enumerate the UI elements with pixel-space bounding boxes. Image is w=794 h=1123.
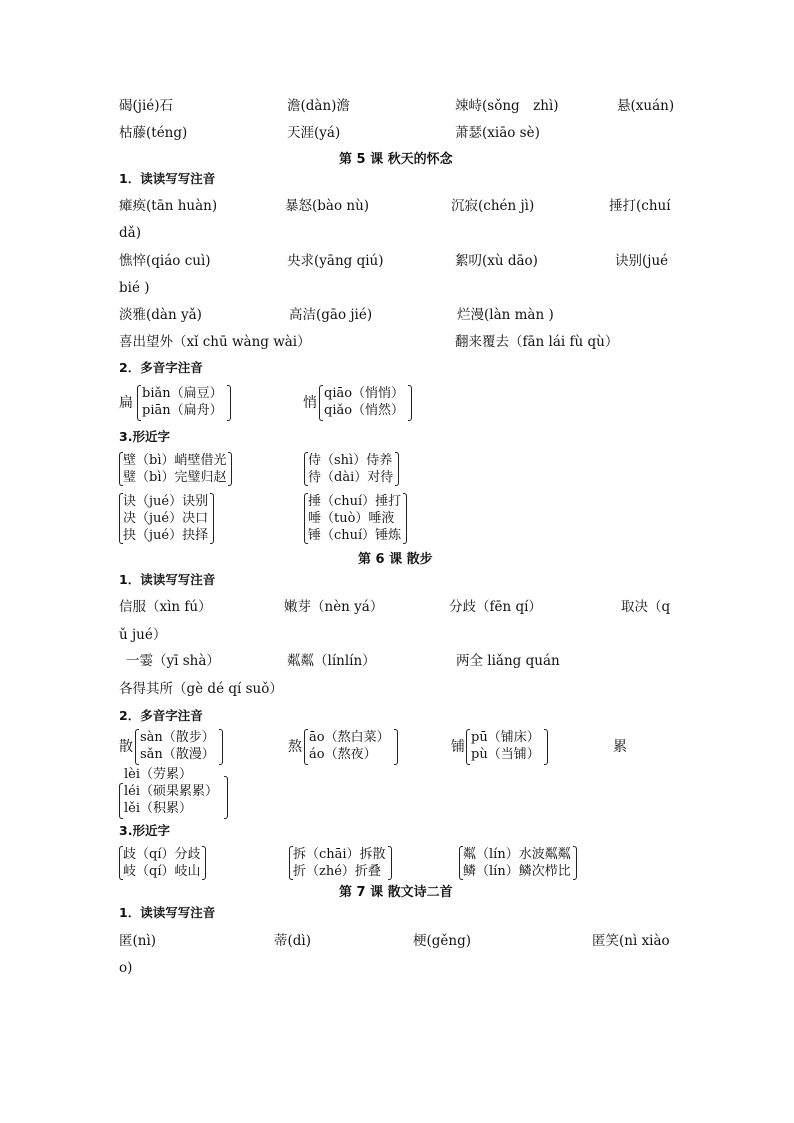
section-heading: 1．读读写写注音 [119,572,216,587]
word-entry: 竦峙(sǒng zhì) [455,98,559,114]
section-heading: 3.形近字 [119,429,170,444]
similar-line: 拆（chāi）拆散 [293,847,386,862]
word-entry: 梗(gěng) [413,933,472,949]
brace [388,846,392,880]
section-heading: 3.形近字 [119,823,170,838]
word-entry: 暴怒(bào nù) [285,198,370,214]
similar-line: 待（dài）对待 [308,470,394,485]
reading-line: lèi（劳累） [124,767,193,782]
polyphone-group [303,385,413,423]
word-entry: 天涯(yá) [287,125,341,141]
word-entry: 烂漫(làn màn ) [457,307,554,323]
similar-line: 诀（jué）诀别 [123,494,209,509]
similar-line: 捶（chuí）捶打 [308,494,402,509]
word-entry-wrap: bié ) [119,280,150,296]
brace [304,452,308,486]
reading-line: léi（硕果累累） [124,784,219,799]
similar-line: 侍（shì）侍养 [308,453,393,468]
reading-line: qiǎo（悄然） [324,403,405,418]
word-entry: 嫩芽（nèn yá） [284,599,384,615]
brace [119,846,123,880]
word-entry: 絮叨(xù dāo) [455,253,538,269]
brace [544,729,548,765]
reading-line: qiāo（悄悄） [324,386,405,401]
similar-line: 折（zhé）折叠 [293,864,381,879]
reading-line: áo（熬夜） [309,747,377,762]
similar-line: 歧（qí）分歧 [123,847,201,862]
brace [119,783,123,819]
word-entry: 粼粼（línlín） [287,653,376,669]
word-entry: 捶打(chuí [609,198,671,214]
polyphone-group [119,385,229,423]
reading-line: āo（熬白菜） [309,730,390,745]
brace [408,385,412,421]
brace [395,452,399,486]
lesson-title: 第 6 课 散步 [358,552,433,567]
section-heading: 2．多音字注音 [119,708,203,723]
similar-line: 抉（jué）抉择 [123,528,209,543]
section-heading: 2．多音字注音 [119,360,203,375]
brace [119,493,123,544]
brace [119,452,123,486]
word-entry: 沉寂(chén jì) [451,198,535,214]
brace [466,729,470,765]
word-entry: 喜出望外（xǐ chū wàng wài） [119,334,311,350]
brace [289,846,293,880]
word-entry: 枯藤(téng) [119,125,188,141]
brace [573,846,577,880]
section-heading: 1．读读写写注音 [119,171,216,186]
polyphone-char: 散 [119,739,133,755]
word-entry: 澹(dàn)澹 [287,98,350,114]
similar-line: 决（jué）决口 [123,511,209,526]
lesson-title: 第 5 课 秋天的怀念 [339,152,453,167]
word-entry: 翻来覆去（fān lái fù qù） [455,334,619,350]
word-entry-wrap: ǔ jué） [119,627,167,643]
reading-line: sàn（散步） [140,730,215,745]
word-entry: 淡雅(dàn yǎ) [119,307,202,323]
polyphone-char: 悄 [303,395,317,411]
similar-line: 璧（bì）完璧归赵 [123,470,227,485]
reading-line: biǎn（扁豆） [142,386,223,401]
similar-line: 岐（qí）岐山 [123,864,201,879]
similar-line: 唾（tuò）唾液 [308,511,395,526]
brace [403,493,407,544]
brace [394,729,398,765]
polyphone-char: 铺 [451,739,465,755]
lesson-title: 第 7 课 散文诗二首 [339,885,453,900]
reading-line: sǎn（散漫） [140,747,215,762]
brace [224,776,228,819]
word-entry: 央求(yāng qiú) [287,253,384,269]
word-entry: 憔悴(qiáo cuì) [119,253,211,269]
brace [227,385,231,421]
similar-line: 锤（chuí）锤炼 [308,528,402,543]
reading-line: piān（扁舟） [142,403,223,418]
word-entry-wrap: o) [119,960,133,976]
word-entry: 瘫痪(tān huàn) [119,198,218,214]
word-entry: 匿笑(nì xiào [592,933,670,949]
word-entry: 取决（q [621,599,671,615]
brace [304,729,308,765]
word-entry: 蒂(dì) [274,933,311,949]
word-entry: 诀别(jué [615,253,669,269]
brace [210,493,214,544]
reading-line: lěi（积累） [124,801,193,816]
word-entry: 分歧（fēn qí） [449,599,542,615]
word-entry: 一霎（yī shà） [126,653,220,669]
polyphone-char: 扁 [119,395,133,411]
polyphone-char: 累 [613,739,627,755]
similar-line: 粼（lín）水波粼粼 [463,847,571,862]
word-entry: 萧瑟(xiāo sè) [455,125,540,141]
similar-line: 壁（bì）峭壁借光 [123,453,227,468]
word-entry: 高洁(gāo jié) [289,307,373,323]
word-entry-wrap: dǎ) [119,225,141,241]
reading-line: pū（铺床） [471,730,540,745]
brace [228,452,232,486]
section-heading: 1．读读写写注音 [119,905,216,920]
word-entry: 信服（xìn fú） [119,599,212,615]
word-entry: 匿(nì) [119,933,157,949]
word-entry: 各得其所（gè dé qí suǒ） [119,681,283,697]
word-entry: 碣(jié)石 [119,98,174,114]
brace [319,385,323,421]
word-entry: 两全 liǎng quán [456,653,560,669]
polyphone-char: 熬 [288,739,302,755]
word-entry: 悬(xuán) [617,98,675,114]
brace [304,493,308,544]
brace [219,729,223,765]
brace [459,846,463,880]
similar-line: 鳞（lín）鳞次栉比 [463,864,571,879]
reading-line: pù（当铺） [471,747,540,762]
brace [202,846,206,880]
brace [137,385,141,421]
brace [135,729,139,765]
